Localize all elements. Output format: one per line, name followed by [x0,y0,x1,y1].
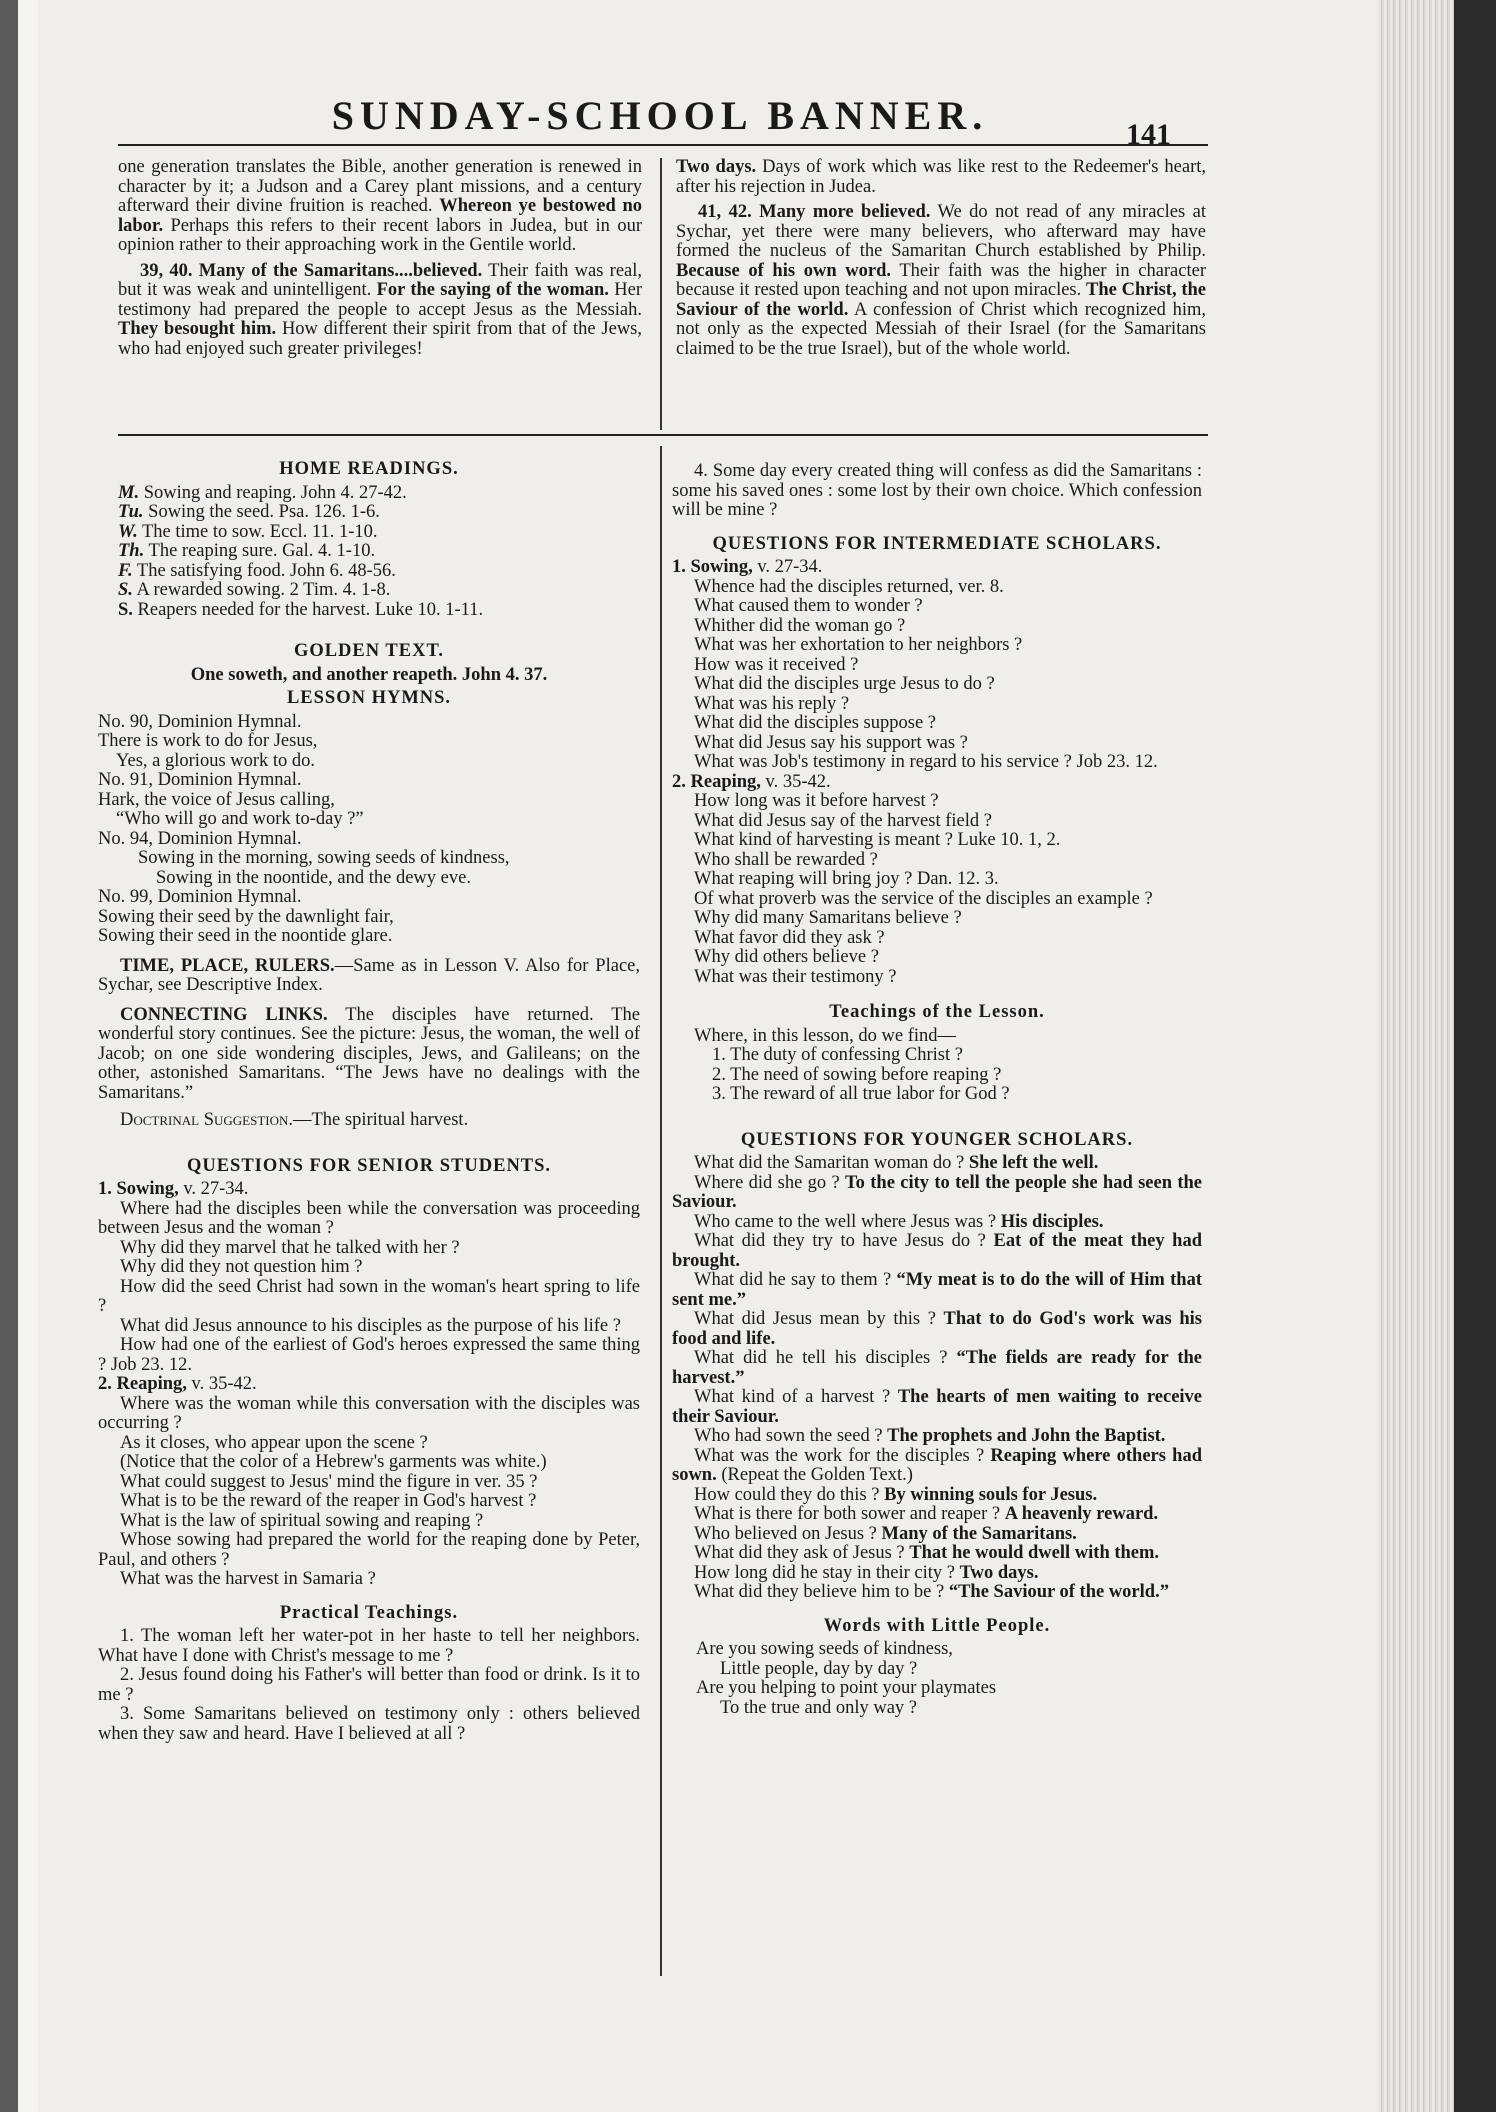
question-item: How long was it before harvest ? [694,791,939,811]
senior-questions-heading: QUESTIONS FOR SENIOR STUDENTS. [186,1155,552,1176]
question-item: Whence had the disciples returned, ver. 8. [694,576,1004,597]
commentary-paragraph: 41, 42. Many more believed. We do not read of any miracles at Sychar, yet there were many believers, who afterward may have formed the nucleus of the Samaritan Church established by Philip. Because of his own word. Their faith was the higher in character because it rested upon teaching and not upon miracles. The Christ, the Saviour of the world. A confession of Christ which recognized him, not only as the expected Messiah of their Israel (for the Samaritans claimed to be the true Israel), but of the whole world. [676,202,1206,359]
question-item: What was Job's testimony in regard to his service ? Job 23. 12. [694,752,1158,772]
column-divider [660,158,662,430]
poem-line: Little people, day by day ? [720,1658,918,1679]
question-item: As it closes, who appear upon the scene ? [120,1432,428,1453]
question-item: Where was the woman while this conversation with the disciples was occurring ? [98,1393,640,1433]
question-item: What was her exhortation to her neighbors ? [694,635,1023,655]
qa-item: How could they do this ? By winning souls for Jesus. [694,1484,1098,1505]
question-item: What caused them to wonder ? [694,596,923,616]
practical-teachings-heading: Practical Teachings. [279,1602,459,1623]
qa-item: What is there for both sower and reaper ? A heavenly reward. [694,1504,1159,1524]
teachings-intro: Where, in this lesson, do we find— [694,1025,957,1046]
hymn-number: No. 94, Dominion Hymnal. [98,828,302,849]
little-people-heading: Words with Little People. [823,1615,1051,1636]
question-item: How did the seed Christ had sown in the woman's heart spring to life ? [98,1276,640,1316]
question-item: What did Jesus say his support was ? [694,732,968,753]
qa-item: What was the work for the disciples ? Reaping where others had sown. (Repeat the Golden Text.) [672,1445,1202,1485]
question-item: What is the law of spiritual sowing and reaping ? [120,1510,484,1531]
reading-item: S. Reapers needed for the harvest. Luke 10. 1-11. [118,599,484,620]
lesson-hymns-heading: LESSON HYMNS. [286,688,452,708]
reading-item: Tu. Sowing the seed. Psa. 126. 1-6. [118,502,380,522]
practical-item: 3. Some Samaritans believed on testimony only : others believed when they saw and heard. Have I believed at all ? [98,1704,640,1744]
question-item: What was his reply ? [694,693,850,714]
poem-line: Are you helping to point your playmates [696,1678,997,1698]
question-item: What did the disciples urge Jesus to do ? [694,674,995,694]
qa-item: What did the Samaritan woman do ? She left the well. [694,1153,1099,1173]
page-number: 141 [1126,118,1171,151]
commentary-paragraph: one generation translates the Bible, another generation is renewed in character by it; a Judson and a Carey plant missions, and a century afterward their divine fruition is reached. Whereon ye bestowed no labor. Perhaps this refers to their recent labors in Judea, but in our opinion rather to their approaching work in the Gentile world. [118,157,643,255]
question-item: Who shall be rewarded ? [694,849,878,870]
column-divider [660,446,662,1976]
section-label: 2. Reaping, v. 35-42. [672,771,831,792]
reading-item: S. A rewarded sowing. 2 Tim. 4. 1-8. [118,580,391,600]
qa-item: What did Jesus mean by this ? That to do God's work was his food and life. [672,1309,1202,1349]
hymn-number: No. 91, Dominion Hymnal. [98,770,302,790]
home-readings-heading: HOME READINGS. [279,459,459,479]
question-item: What did the disciples suppose ? [694,713,936,733]
poem-line: Are you sowing seeds of kindness, [696,1639,953,1659]
practical-item: 4. Some day every created thing will confess as did the Samaritans : some his saved ones : some lost by their own choice. Which confession will be mine ? [672,461,1202,520]
qa-item: What did he say to them ? “My meat is to do the will of Him that sent me.” [672,1270,1202,1310]
question-item: What was the harvest in Samaria ? [120,1569,376,1589]
top-right-column [676,158,1206,359]
qa-item: Who came to the well where Jesus was ? His disciples. [694,1211,1104,1232]
question-item: How was it received ? [694,654,859,675]
question-item: What kind of harvesting is meant ? Luke 10. 1, 2. [694,830,1061,850]
question-item: What did Jesus say of the harvest field ? [694,810,992,831]
question-item: Why did many Samaritans believe ? [694,908,962,928]
teaching-item: 3. The reward of all true labor for God ? [712,1084,1010,1104]
question-item: Whose sowing had prepared the world for the reaping done by Peter, Paul, and others ? [98,1530,640,1570]
teaching-item: 2. The need of sowing before reaping ? [712,1064,1002,1085]
practical-item: 1. The woman left her water-pot in her haste to tell her neighbors. What have I done with Christ's message to me ? [98,1626,640,1666]
question-item: What favor did they ask ? [694,927,885,948]
commentary-paragraph: Two days. Days of work which was like rest to the Redeemer's heart, after his rejection in Judea. [676,157,1206,197]
question-item: Of what proverb was the service of the disciples an example ? [694,888,1153,909]
connecting-links-paragraph: CONNECTING LINKS. The disciples have returned. The wonderful story continues. See the picture: Jesus, the woman, the well of Jacob; on one side wondering disciples, Jews, and Galileans; on the other, astonished Samaritans. “The Jews have no dealings with the Samaritans.” [98,1004,640,1103]
question-item: Where had the disciples been while the conversation was proceeding between Jesus and the woman ? [98,1198,640,1238]
hymn-line: Sowing in the noontide, and the dewy eve. [156,867,471,888]
section-label: 1. Sowing, v. 27-34. [98,1179,249,1199]
reading-item: Th. The reaping sure. Gal. 4. 1-10. [118,541,376,561]
hymn-line: Hark, the voice of Jesus calling, [98,789,335,810]
section-rule [118,434,1208,436]
question-item: Why did they marvel that he talked with her ? [120,1237,460,1258]
question-item: (Notice that the color of a Hebrew's garments was white.) [120,1452,547,1472]
practical-item: 2. Jesus found doing his Father's will better than food or drink. Is it to me ? [98,1665,640,1705]
hymn-line: Sowing their seed in the noontide glare. [98,926,393,946]
teaching-item: 1. The duty of confessing Christ ? [712,1045,963,1065]
section-label: 2. Reaping, v. 35-42. [98,1374,257,1394]
question-item: Why did they not question him ? [120,1257,363,1277]
qa-item: Who had sown the seed ? The prophets and John the Baptist. [694,1426,1166,1446]
question-item: Whither did the woman go ? [694,615,906,636]
binding-gutter [0,0,38,2112]
question-item: What was their testimony ? [694,966,897,987]
header-rule [118,144,1208,146]
qa-item: Who believed on Jesus ? Many of the Samaritans. [694,1523,1077,1544]
running-head: SUNDAY-SCHOOL BANNER. [331,93,989,138]
hymn-line: There is work to do for Jesus, [98,731,318,751]
reading-item: M. Sowing and reaping. John 4. 27-42. [118,482,407,503]
hymn-line: Sowing their seed by the dawnlight fair, [98,906,394,927]
lower-left-column [98,450,640,1744]
qa-item: What kind of a harvest ? The hearts of men waiting to receive their Saviour. [672,1387,1202,1427]
question-item: What reaping will bring joy ? Dan. 12. 3. [694,869,999,889]
question-item: How had one of the earliest of God's heroes expressed the same thing ? Job 23. 12. [98,1335,640,1375]
younger-questions-heading: QUESTIONS FOR YOUNGER SCHOLARS. [740,1129,1134,1150]
question-item: What did Jesus announce to his disciples as the purpose of his life ? [120,1315,621,1336]
lower-right-column [672,462,1202,1718]
poem-line: To the true and only way ? [720,1697,918,1718]
top-left-column [118,158,642,359]
doctrinal-suggestion: Doctrinal Suggestion.—The spiritual harvest. [120,1110,469,1130]
reading-item: W. The time to sow. Eccl. 11. 1-10. [118,521,378,542]
golden-text-heading: GOLDEN TEXT. [293,641,445,661]
hymn-line: “Who will go and work to-day ?” [116,809,364,829]
qa-item: What did they ask of Jesus ? That he would dwell with them. [694,1543,1160,1563]
reading-item: F. The satisfying food. John 6. 48-56. [118,560,396,581]
hymn-line: Yes, a glorious work to do. [116,750,316,771]
qa-item: What did he tell his disciples ? “The fields are ready for the harvest.” [672,1348,1202,1388]
section-label: 1. Sowing, v. 27-34. [672,557,823,577]
question-item: Why did others believe ? [694,947,879,967]
page-edges [1378,0,1454,2112]
golden-text: One soweth, and another reapeth. John 4. 37. [190,664,548,685]
question-item: What could suggest to Jesus' mind the figure in ver. 35 ? [120,1471,538,1492]
qa-item: Where did she go ? To the city to tell the people she had seen the Saviour. [672,1172,1202,1212]
hymn-number: No. 90, Dominion Hymnal. [98,711,302,732]
qa-item: What did they try to have Jesus do ? Eat of the meat they had brought. [672,1231,1203,1271]
hymn-line: Sowing in the morning, sowing seeds of kindness, [138,848,510,868]
commentary-paragraph: 39, 40. Many of the Samaritans....believed. Their faith was real, but it was weak and unintelligent. For the saying of the woman. Her testimony had prepared the people to accept Jesus as the Messiah. They besought him. How different their spirit from that of the Jews, who had enjoyed such greater privileges! [118,260,643,359]
question-item: What is to be the reward of the reaper in God's harvest ? [120,1491,537,1511]
teachings-heading: Teachings of the Lesson. [829,1002,1045,1022]
book-spine [1454,0,1496,2112]
hymn-number: No. 99, Dominion Hymnal. [98,887,302,907]
time-place-paragraph: TIME, PLACE, RULERS.—Same as in Lesson V. Also for Place, Sychar, see Descriptive Index. [98,955,640,995]
intermediate-questions-heading: QUESTIONS FOR INTERMEDIATE SCHOLARS. [712,533,1162,554]
qa-item: What did they believe him to be ? “The Saviour of the world.” [694,1582,1169,1602]
qa-item: How long did he stay in their city ? Two days. [694,1562,1039,1583]
